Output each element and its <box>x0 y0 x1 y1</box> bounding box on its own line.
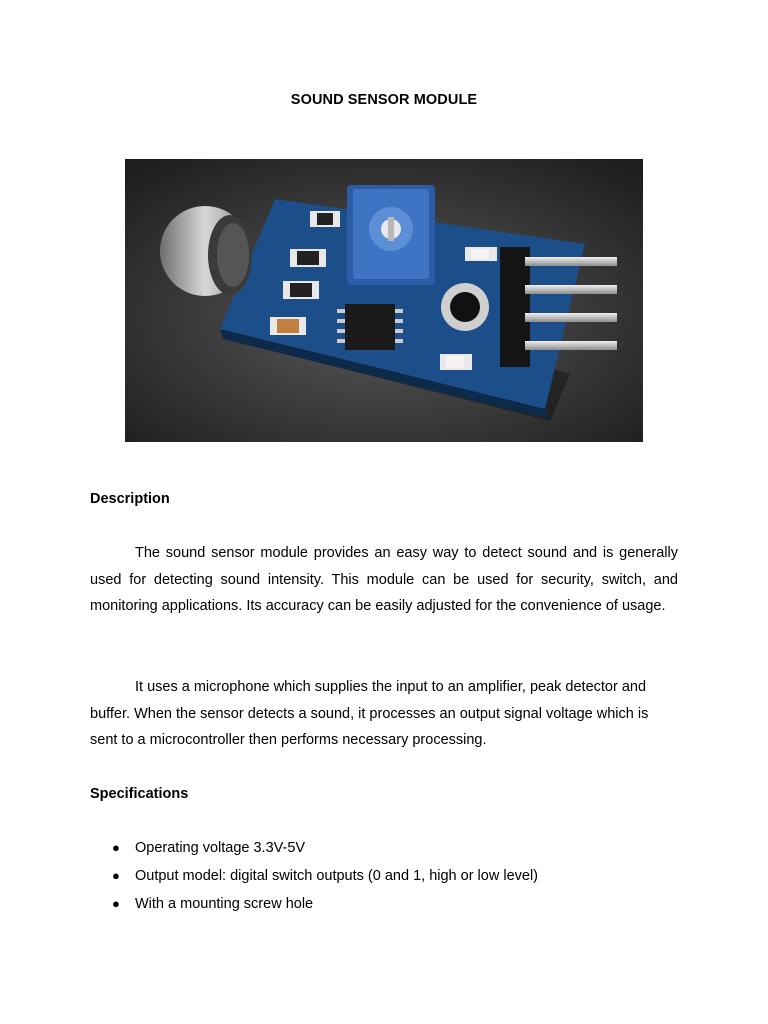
bullet-icon: ● <box>112 840 120 855</box>
document-title: SOUND SENSOR MODULE <box>290 92 478 108</box>
description-heading: Description <box>90 491 170 507</box>
spec-item-text: Output model: digital switch outputs (0 and 1, high or low level) <box>135 868 538 884</box>
spec-item-text: Operating voltage 3.3V-5V <box>135 840 306 856</box>
spec-item <box>90 838 538 866</box>
specifications-list <box>90 838 538 922</box>
specifications-heading: Specifications <box>90 786 189 802</box>
spec-item-text: With a mounting screw hole <box>135 896 314 912</box>
sound-sensor-photo <box>125 159 643 442</box>
description-paragraph-1: The sound sensor module provides an easy way to detect sound and is generally used for detecting sound intensity. This module can be used for security, switch, and monitoring applications. Its accuracy can be easily adjusted for the convenience of usage. <box>90 545 678 615</box>
description-paragraph-2: It uses a microphone which supplies the input to an amplifier, peak detector and buffer. When the sensor detects a sound, it processes an output signal voltage which is sent to a microcontroller then performs necessary processing. <box>90 679 649 749</box>
bullet-icon: ● <box>112 868 120 883</box>
spec-item <box>90 866 538 894</box>
bullet-icon: ● <box>112 896 120 911</box>
spec-item <box>90 894 538 922</box>
